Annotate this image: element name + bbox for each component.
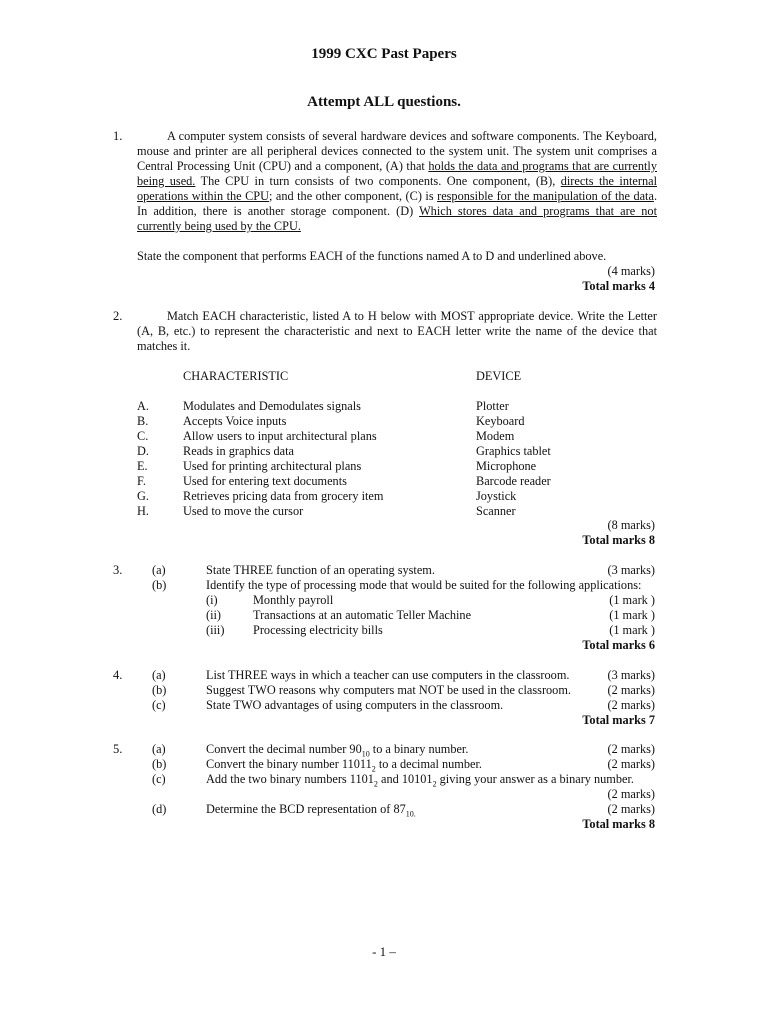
row-device: Joystick bbox=[476, 489, 517, 503]
row-device: Plotter bbox=[476, 399, 509, 413]
question-1-marks: (4 marks) bbox=[607, 264, 655, 278]
row-device: Barcode reader bbox=[476, 474, 551, 488]
q5a-text-end: to a binary number. bbox=[369, 742, 469, 756]
row-characteristic: Accepts Voice inputs bbox=[183, 414, 287, 428]
row-characteristic: Modulates and Demodulates signals bbox=[183, 399, 361, 413]
part-text: List THREE ways in which a teacher can use computers in the classroom. bbox=[206, 668, 570, 682]
column-header-device: DEVICE bbox=[476, 369, 522, 383]
q5b-text-end: to a decimal number. bbox=[375, 757, 482, 771]
row-letter: G. bbox=[137, 489, 149, 503]
part-text bbox=[206, 742, 468, 758]
column-header-characteristic: CHARACTERISTIC bbox=[183, 369, 289, 383]
question-5-number: 5. bbox=[113, 742, 123, 756]
part-label: (b) bbox=[152, 757, 167, 771]
q1-underline-c: responsible for the manipulation of the data bbox=[437, 189, 654, 203]
q5c-text-end: giving your answer as a binary number. bbox=[436, 772, 634, 786]
part-label: (b) bbox=[152, 578, 167, 592]
q1-text-4: . In addition, there is another storage component. (D) bbox=[137, 189, 658, 218]
part-label: (d) bbox=[152, 802, 167, 816]
row-device: Keyboard bbox=[476, 414, 525, 428]
part-marks: (2 marks) bbox=[607, 698, 655, 712]
row-characteristic: Used for entering text documents bbox=[183, 474, 347, 488]
q5a-text: Convert the decimal number 90 bbox=[206, 742, 362, 756]
question-2-number: 2. bbox=[113, 309, 123, 323]
q5c-subscript-1: 2 bbox=[373, 779, 378, 789]
q1-text-2: The CPU in turn consists of two components. One component, (B), bbox=[195, 174, 561, 188]
part-text bbox=[206, 757, 482, 773]
part-marks: (2 marks) bbox=[607, 787, 655, 801]
row-letter: D. bbox=[137, 444, 149, 458]
page-number: - 1 – bbox=[372, 944, 396, 959]
subpart-marks: (1 mark ) bbox=[609, 593, 655, 607]
part-label: (a) bbox=[152, 668, 166, 682]
row-characteristic: Reads in graphics data bbox=[183, 444, 294, 458]
page-title: 1999 CXC Past Papers bbox=[311, 46, 457, 62]
part-text: Suggest TWO reasons why computers mat NOT be used in the classroom. bbox=[206, 683, 571, 697]
row-characteristic: Allow users to input architectural plans bbox=[183, 429, 377, 443]
part-marks: (3 marks) bbox=[607, 668, 655, 682]
part-label: (b) bbox=[152, 683, 167, 697]
part-text bbox=[206, 772, 634, 788]
part-marks: (2 marks) bbox=[607, 742, 655, 756]
q5c-text: Add the two binary numbers 1101 bbox=[206, 772, 374, 786]
subpart-text: Monthly payroll bbox=[253, 593, 334, 607]
q2-intro-text: Match EACH characteristic, listed A to H below with MOST appropriate device. Write the Letter (A, B, etc.) to represent the characteristic and next to EACH letter write the name of the device that matches it. bbox=[137, 309, 657, 353]
q5b-subscript: 2 bbox=[371, 764, 376, 774]
row-characteristic: Retrieves pricing data from grocery item bbox=[183, 489, 384, 503]
question-1-number: 1. bbox=[113, 129, 123, 143]
part-label: (c) bbox=[152, 698, 166, 712]
question-2-marks: (8 marks) bbox=[607, 518, 655, 532]
question-3-total: Total marks 6 bbox=[582, 638, 655, 652]
q1-text-3: ; and the other component, (C) is bbox=[269, 189, 438, 203]
part-text: State TWO advantages of using computers in the classroom. bbox=[206, 698, 504, 712]
question-2-total: Total marks 8 bbox=[582, 533, 655, 547]
part-marks: (2 marks) bbox=[607, 757, 655, 771]
row-letter: F. bbox=[137, 474, 146, 488]
row-letter: C. bbox=[137, 429, 149, 443]
row-letter: B. bbox=[137, 414, 149, 428]
part-marks: (3 marks) bbox=[607, 563, 655, 577]
q1-underline-b: directs the internal operations within the CPU bbox=[137, 174, 657, 203]
row-characteristic: Used for printing architectural plans bbox=[183, 459, 362, 473]
row-letter: A. bbox=[137, 399, 149, 413]
q5c-text-mid: and 10101 bbox=[377, 772, 433, 786]
part-label: (a) bbox=[152, 742, 166, 756]
q1-underline-d: Which stores data and programs that are not currently being used by the CPU. bbox=[137, 204, 657, 233]
row-characteristic: Used to move the cursor bbox=[183, 504, 304, 518]
q5c-subscript-2: 2 bbox=[432, 779, 437, 789]
part-label: (c) bbox=[152, 772, 166, 786]
row-device: Modem bbox=[476, 429, 515, 443]
subpart-text: Transactions at an automatic Teller Machine bbox=[253, 608, 472, 622]
question-4-number: 4. bbox=[113, 668, 123, 682]
row-device: Graphics tablet bbox=[476, 444, 551, 458]
q1-text-1: A computer system consists of several hardware devices and software components. The Keyboard, mouse and printer are all peripheral devices connected to the system unit. The system unit comprises a Central Processing Unit (CPU) and a component, (A) that bbox=[137, 129, 657, 173]
question-5-total: Total marks 8 bbox=[582, 817, 655, 831]
question-2-intro bbox=[137, 309, 657, 354]
part-marks: (2 marks) bbox=[607, 802, 655, 816]
subpart-marks: (1 mark ) bbox=[609, 623, 655, 637]
part-marks: (2 marks) bbox=[607, 683, 655, 697]
subpart-label: (iii) bbox=[206, 623, 225, 637]
q5a-subscript: 10 bbox=[361, 749, 370, 759]
subpart-marks: (1 mark ) bbox=[609, 608, 655, 622]
q5d-subscript: 10. bbox=[405, 809, 416, 819]
row-letter: E. bbox=[137, 459, 148, 473]
instruction-heading: Attempt ALL questions. bbox=[307, 94, 461, 110]
question-3-number: 3. bbox=[113, 563, 123, 577]
subpart-label: (i) bbox=[206, 593, 218, 607]
row-letter: H. bbox=[137, 504, 149, 518]
question-4-total: Total marks 7 bbox=[582, 713, 655, 727]
q1-underline-a: holds the data and programs that are currently being used. bbox=[137, 159, 657, 188]
question-1-paragraph bbox=[137, 129, 657, 234]
part-text: State THREE function of an operating system. bbox=[206, 563, 435, 577]
q5d-text: Determine the BCD representation of 87 bbox=[206, 802, 406, 816]
subpart-text: Processing electricity bills bbox=[253, 623, 383, 637]
q5b-text: Convert the binary number 11011 bbox=[206, 757, 372, 771]
row-device: Scanner bbox=[476, 504, 516, 518]
question-1-prompt: State the component that performs EACH of the functions named A to D and underlined above. bbox=[137, 249, 607, 263]
row-device: Microphone bbox=[476, 459, 537, 473]
part-label: (a) bbox=[152, 563, 166, 577]
part-text: Identify the type of processing mode that would be suited for the following applications: bbox=[206, 578, 642, 592]
question-1-total: Total marks 4 bbox=[582, 279, 655, 293]
part-text bbox=[206, 802, 416, 818]
subpart-label: (ii) bbox=[206, 608, 222, 622]
